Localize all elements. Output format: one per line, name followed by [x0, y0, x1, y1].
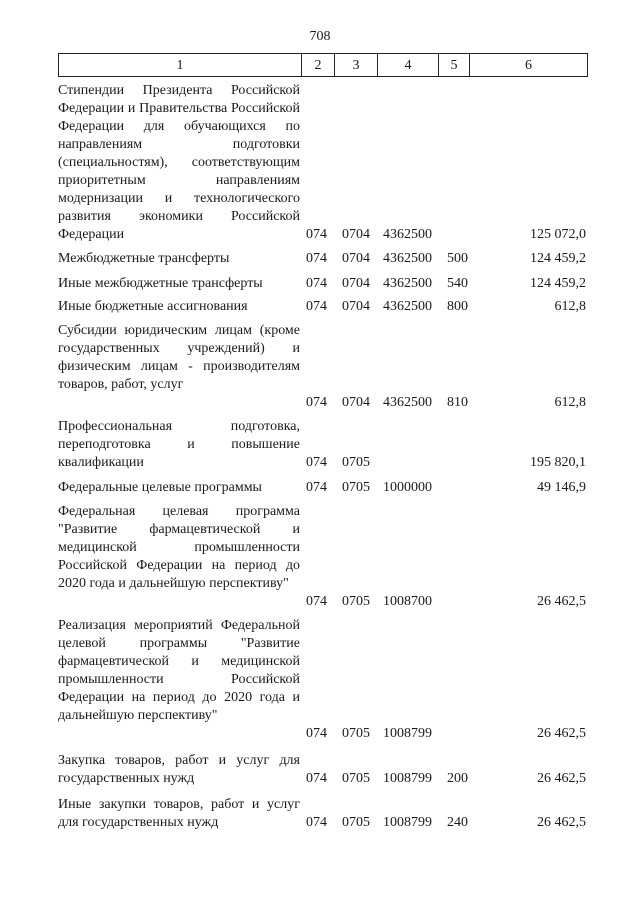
row-csr: 1008799 — [383, 771, 432, 786]
row-sum: 49 146,9 — [537, 480, 586, 495]
table-row — [58, 82, 588, 244]
row-gr: 074 — [306, 594, 327, 609]
row-csr: 1000000 — [383, 480, 432, 495]
row-csr: 4362500 — [383, 299, 432, 314]
page-number: 708 — [309, 29, 331, 44]
row-name: Межбюджетные трансферты — [58, 251, 230, 266]
row-name: Реализация мероприятий Федеральной целевой программы "Развитие фармацевтической и медицинской промышленности Российской Федерации на период до 2020 года и дальнейшую перспективу" — [58, 618, 300, 723]
row-csr: 1008799 — [383, 726, 432, 741]
row-gr: 074 — [306, 276, 327, 291]
row-sum: 612,8 — [554, 395, 586, 410]
row-rz: 0705 — [342, 771, 370, 786]
row-sum: 612,8 — [554, 299, 586, 314]
row-name: Иные бюджетные ассигнования — [58, 299, 248, 314]
row-name: Субсидии юридическим лицам (кроме государственных учреждений) и физическим лицам - производителям товаров, работ, услуг — [58, 323, 300, 392]
row-rz: 0705 — [342, 594, 370, 609]
row-gr: 074 — [306, 771, 327, 786]
row-csr: 4362500 — [383, 395, 432, 410]
row-vr: 800 — [447, 299, 468, 314]
row-gr: 074 — [306, 227, 327, 242]
row-csr: 4362500 — [383, 276, 432, 291]
header-col-2: 2 — [301, 53, 335, 77]
row-csr: 1008700 — [383, 594, 432, 609]
row-name: Иные межбюджетные трансферты — [58, 276, 263, 291]
row-sum: 124 459,2 — [530, 276, 586, 291]
row-rz: 0704 — [342, 395, 370, 410]
row-name: Закупка товаров, работ и услуг для государственных нужд — [58, 753, 300, 786]
row-rz: 0705 — [342, 480, 370, 495]
row-rz: 0705 — [342, 815, 370, 830]
row-gr: 074 — [306, 395, 327, 410]
row-vr: 810 — [447, 395, 468, 410]
row-gr: 074 — [306, 455, 327, 470]
row-rz: 0704 — [342, 299, 370, 314]
row-vr: 500 — [447, 251, 468, 266]
row-sum: 26 462,5 — [537, 594, 586, 609]
row-vr: 200 — [447, 771, 468, 786]
row-rz: 0704 — [342, 276, 370, 291]
row-gr: 074 — [306, 299, 327, 314]
row-sum: 26 462,5 — [537, 815, 586, 830]
row-sum: 26 462,5 — [537, 771, 586, 786]
row-csr: 4362500 — [383, 251, 432, 266]
row-vr: 240 — [447, 815, 468, 830]
header-col-4: 4 — [377, 53, 439, 77]
header-col-1: 1 — [58, 53, 302, 77]
row-name: Иные закупки товаров, работ и услуг для государственных нужд — [58, 797, 300, 830]
row-gr: 074 — [306, 480, 327, 495]
row-vr: 540 — [447, 276, 468, 291]
row-gr: 074 — [306, 726, 327, 741]
row-rz: 0704 — [342, 251, 370, 266]
row-sum: 125 072,0 — [530, 227, 586, 242]
row-name: Стипендии Президента Российской Федерации и Правительства Российской Федерации для обучающихся по направлениям подготовки (специальностям), соответствующим приоритетным направлениям модернизации и технологического развития экономики Российской Федерации — [58, 83, 300, 242]
header-col-6: 6 — [469, 53, 588, 77]
row-rz: 0704 — [342, 227, 370, 242]
row-csr: 4362500 — [383, 227, 432, 242]
header-col-3: 3 — [334, 53, 378, 77]
row-sum: 124 459,2 — [530, 251, 586, 266]
row-rz: 0705 — [342, 455, 370, 470]
row-gr: 074 — [306, 815, 327, 830]
row-sum: 26 462,5 — [537, 726, 586, 741]
row-name: Профессиональная подготовка, переподготовка и повышение квалификации — [58, 419, 300, 470]
row-csr: 1008799 — [383, 815, 432, 830]
row-name: Федеральная целевая программа "Развитие фармацевтической и медицинской промышленности Российской Федерации на период до 2020 года и дальнейшую перспективу" — [58, 504, 300, 591]
header-col-5: 5 — [438, 53, 470, 77]
row-name: Федеральные целевые программы — [58, 480, 262, 495]
row-gr: 074 — [306, 251, 327, 266]
row-sum: 195 820,1 — [530, 455, 586, 470]
row-rz: 0705 — [342, 726, 370, 741]
